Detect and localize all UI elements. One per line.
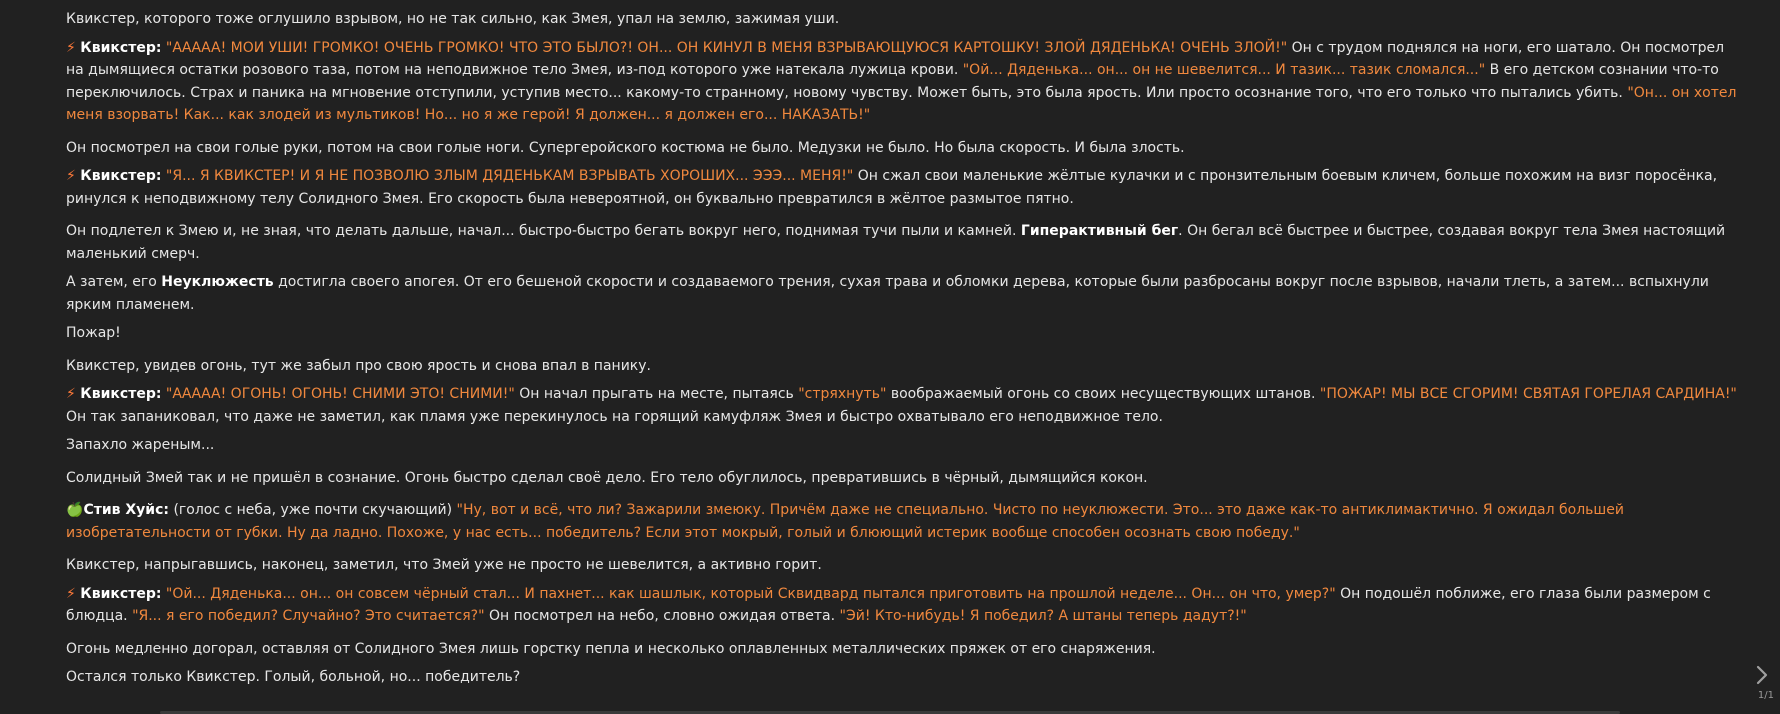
speaker-name: Квикстер: [80,168,162,184]
paragraph-14 [66,583,1746,628]
narration: воображаемый огонь со своих несуществующих штанов. [886,386,1320,402]
dialogue-quote: "Эй! Кто-нибудь! Я победил? А штаны теперь дадут?!" [839,608,1247,624]
dialogue-quote: "АААAA! ОГОНЬ! ОГОНЬ! СНИМИ ЭТО! СНИМИ!" [165,386,515,402]
emphasis: Гиперактивный бег [1020,223,1179,239]
dialogue-quote: "стряхнуть" [798,386,887,402]
paragraph-13: Квикстер, напрыгавшись, наконец, заметил, что Змей уже не просто не шевелится, а активно горит. [66,557,822,573]
paragraph-10: Запахло жареным... [66,437,215,453]
lightning-icon: ⚡ [66,168,76,184]
narration: Он сжал свои маленькие жёлтые кулачки и с пронзительным боевым кличем, больше похожим на визг поросёнка, ринулся к неподвижному телу Солидного Змея. Его скорость была невероятной, он буквально превратился в жёлтое размытое пятно. [66,168,1718,207]
paragraph-12 [66,499,1746,544]
chevron-right-icon [1755,664,1769,686]
paragraph-8: Квикстер, увидев огонь, тут же забыл про свою ярость и снова впал в панику. [66,357,651,374]
green-apple-icon: 🍏 [66,502,84,518]
chevron-right-icon[interactable] [1752,664,1772,688]
narration: Он начал прыгать на месте, пытаясь [514,386,799,402]
paragraph-4 [66,165,1746,210]
dialogue-quote: "Я... Я КВИКСТЕР! И Я НЕ ПОЗВОЛЮ ЗЛЫМ ДЯДЕНЬКАМ ВЗРЫВАТЬ ХОРОШИХ... ЭЭЭ... МЕНЯ!" [165,168,854,184]
speaker-name: Квикстер: [80,585,162,602]
lightning-icon: ⚡ [66,386,76,402]
narration: А затем, его [66,274,162,290]
narration: Он посмотрел на небо, словно ожидая ответа. [484,608,840,624]
paragraph-11: Солидный Змей так и не пришёл в сознание. Огонь быстро сделал своё дело. Его тело обуглилось, превратившись в чёрный, дымящийся кокон. [66,469,1148,486]
narration: Он с трудом поднялся на ноги, его шатало. Он посмотрел на дымящиеся остатки розового таза, потом на неподвижное тело Змея, из-под которого уже натекала лужица крови. [66,39,1725,78]
dialogue-quote: "Он... он хотел меня взорвать! Как... как злодей из мультиков! Но... но я же герой! Я должен... я должен его... НАКАЗАТЬ!" [66,84,1737,123]
paragraph-16: Остался только Квикстер. Голый, больной, но... победитель? [66,669,521,685]
paragraph-9 [66,383,1746,428]
paragraph-6 [66,271,1746,316]
narration: В его детском сознании что-то переключилось. Страх и паника на мгновение отступили, уступив место... какому-то странному, новому чувству. Может быть, это была ярость. Или просто осознание того, что его только что пытались убить. [66,62,1719,101]
paragraph-7: Пожар! [66,325,121,341]
speaker-name: Стив Хуйс: [83,502,169,518]
dialogue-quote: "АААAA! МОИ УШИ! ГРОМКО! ОЧЕНЬ ГРОМКО! ЧТО ЭТО БЫЛО?! ОН... ОН КИНУЛ В МЕНЯ ВЗРЫВАЮЩУЮСЯ КАРТОШКУ! ЗЛОЙ ДЯДЕНЬКА! ОЧЕНЬ ЗЛОЙ!" [165,39,1288,56]
paragraph-5 [66,220,1746,265]
narration: достигла своего апогея. От его бешеной скорости и создаваемого трения, сухая трава и обломки дерева, которые были разбросаны вокруг после взрывов, начали тлеть, а затем... вспыхнули ярким пламенем. [66,274,1709,313]
paragraph-2 [66,37,1746,127]
emphasis: Неуклюжесть [161,274,274,290]
paragraph-1: Квикстер, которого тоже оглушило взрывом, но не так сильно, как Змея, упал на землю, зажимая уши. [66,11,840,27]
dialogue-quote: "ПОЖАР! МЫ ВСЕ СГОРИМ! СВЯТАЯ ГОРЕЛАЯ САРДИНА!" [1319,386,1737,402]
dialogue-quote: "Ой... Дяденька... он... он совсем чёрный стал... И пахнет... как шашлык, который Сквидвард пытался приготовить на прошлой неделе... Он... он что, умер?" [165,585,1336,602]
paragraph-3: Он посмотрел на свои голые руки, потом на свои голые ноги. Супергеройского костюма не было. Медузки не было. Но была скорость. И была злость. [66,139,1185,156]
story-text [66,8,1746,689]
narration: Он так запаниковал, что даже не заметил, как пламя уже перекинулось на горящий камуфляж Змея и быстро охватывало его неподвижное тело. [66,408,1163,425]
dialogue-quote: "Ой... Дяденька... он... он не шевелится... И тазик... тазик сломался..." [962,62,1486,78]
lightning-icon: ⚡ [66,585,76,602]
page-indicator: 1/1 [1757,690,1774,701]
narration: Он подошёл поближе, его глаза были размером с блюдца. [66,585,1711,624]
speaker-name: Квикстер: [80,39,162,56]
dialogue-quote: "Я... я его победил? Случайно? Это считается?" [132,608,485,624]
speaker-name: Квикстер: [80,386,162,402]
narration: Он подлетел к Змею и, не зная, что делать дальше, начал... быстро-быстро бегать вокруг него, поднимая тучи пыли и камней. [66,223,1021,239]
paragraph-15: Огонь медленно догорал, оставляя от Солидного Змея лишь горстку пепла и несколько оплавленных металлических пряжек от его снаряжения. [66,640,1156,657]
narration: (голос с неба, уже почти скучающий) [169,502,457,518]
narration: . Он бегал всё быстрее и быстрее, создавая вокруг тела Змея настоящий маленький смерч. [66,223,1726,262]
lightning-icon: ⚡ [66,39,76,56]
dialogue-quote: "Ну, вот и всё, что ли? Зажарили змеюку. Причём даже не специально. Чисто по неуклюжести. Это... это даже как-то антиклимактично. Я ожидал большей изобретательности от губки. Ну да ладно. Похоже, у нас есть... победитель? Если этот мокрый, голый и блюющий истерик вообще способен осознать свою победу." [66,502,1624,541]
